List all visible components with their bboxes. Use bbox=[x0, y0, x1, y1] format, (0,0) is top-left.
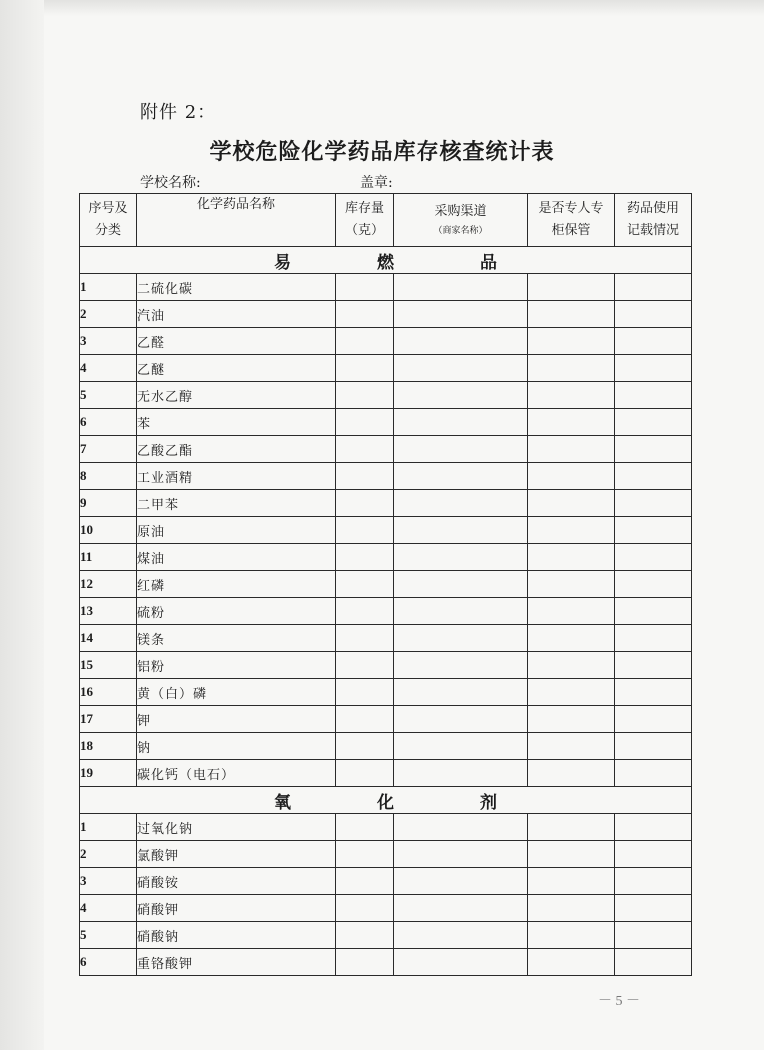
stock-cell bbox=[336, 517, 394, 544]
seal-label: 盖章: bbox=[360, 175, 393, 191]
section-title: 易燃品 bbox=[274, 252, 583, 273]
stock-cell bbox=[336, 814, 394, 841]
dedicated-cell bbox=[528, 490, 615, 517]
dedicated-cell bbox=[528, 301, 615, 328]
usage-cell bbox=[615, 544, 692, 571]
chemical-name: 铝粉 bbox=[137, 652, 336, 679]
row-number: 2 bbox=[80, 841, 137, 868]
dedicated-cell bbox=[528, 517, 615, 544]
dedicated-cell bbox=[528, 733, 615, 760]
usage-cell bbox=[615, 679, 692, 706]
inventory-table bbox=[79, 193, 692, 976]
dedicated-cell bbox=[528, 409, 615, 436]
channel-cell bbox=[394, 679, 528, 706]
dedicated-cell bbox=[528, 868, 615, 895]
channel-cell bbox=[394, 733, 528, 760]
table-row bbox=[80, 922, 692, 949]
dedicated-cell bbox=[528, 571, 615, 598]
table-row bbox=[80, 625, 692, 652]
table-row bbox=[80, 355, 692, 382]
table-row bbox=[80, 463, 692, 490]
document-title: 学校危险化学药品库存核查统计表 bbox=[209, 139, 555, 165]
row-number: 4 bbox=[80, 355, 137, 382]
usage-cell bbox=[615, 274, 692, 301]
channel-cell bbox=[394, 625, 528, 652]
row-number: 18 bbox=[80, 733, 137, 760]
row-number: 6 bbox=[80, 949, 137, 976]
row-number: 13 bbox=[80, 598, 137, 625]
usage-cell bbox=[615, 868, 692, 895]
channel-cell bbox=[394, 868, 528, 895]
section-header-row bbox=[80, 247, 692, 274]
chemical-name: 乙醛 bbox=[137, 328, 336, 355]
chemical-name: 氯酸钾 bbox=[137, 841, 336, 868]
header-dedicated bbox=[528, 194, 615, 247]
stock-cell bbox=[336, 922, 394, 949]
usage-cell bbox=[615, 760, 692, 787]
header-seq-line2: 分类 bbox=[94, 223, 121, 238]
channel-cell bbox=[394, 841, 528, 868]
usage-cell bbox=[615, 436, 692, 463]
chemical-name: 钠 bbox=[137, 733, 336, 760]
usage-cell bbox=[615, 490, 692, 517]
header-channel-line1: 采购渠道 bbox=[434, 204, 487, 219]
header-usage-line2: 记载情况 bbox=[626, 223, 679, 238]
scan-top-band bbox=[44, 0, 764, 16]
usage-cell bbox=[615, 841, 692, 868]
header-channel bbox=[394, 194, 528, 247]
stock-cell bbox=[336, 895, 394, 922]
table-row bbox=[80, 328, 692, 355]
table-row bbox=[80, 517, 692, 544]
chemical-name: 乙醚 bbox=[137, 355, 336, 382]
header-stock-line2: （克） bbox=[344, 223, 384, 238]
chemical-name: 重铬酸钾 bbox=[137, 949, 336, 976]
table-row bbox=[80, 679, 692, 706]
dedicated-cell bbox=[528, 598, 615, 625]
usage-cell bbox=[615, 382, 692, 409]
channel-cell bbox=[394, 328, 528, 355]
chemical-name: 二硫化碳 bbox=[137, 274, 336, 301]
row-number: 9 bbox=[80, 490, 137, 517]
row-number: 5 bbox=[80, 382, 137, 409]
table-row bbox=[80, 652, 692, 679]
chemical-name: 乙酸乙酯 bbox=[137, 436, 336, 463]
stock-cell bbox=[336, 436, 394, 463]
chemical-name: 黄（白）磷 bbox=[137, 679, 336, 706]
usage-cell bbox=[615, 517, 692, 544]
dedicated-cell bbox=[528, 922, 615, 949]
stock-cell bbox=[336, 679, 394, 706]
section-header-row bbox=[80, 787, 692, 814]
chemical-name: 二甲苯 bbox=[137, 490, 336, 517]
table-row bbox=[80, 490, 692, 517]
channel-cell bbox=[394, 490, 528, 517]
stock-cell bbox=[336, 949, 394, 976]
dedicated-cell bbox=[528, 436, 615, 463]
dedicated-cell bbox=[528, 355, 615, 382]
section-title-cell bbox=[80, 247, 692, 274]
row-number: 4 bbox=[80, 895, 137, 922]
channel-cell bbox=[394, 544, 528, 571]
chemical-name: 镁条 bbox=[137, 625, 336, 652]
stock-cell bbox=[336, 868, 394, 895]
stock-cell bbox=[336, 409, 394, 436]
dedicated-cell bbox=[528, 841, 615, 868]
row-number: 14 bbox=[80, 625, 137, 652]
row-number: 7 bbox=[80, 436, 137, 463]
channel-cell bbox=[394, 274, 528, 301]
stock-cell bbox=[336, 625, 394, 652]
chemical-name: 汽油 bbox=[137, 301, 336, 328]
row-number: 1 bbox=[80, 814, 137, 841]
usage-cell bbox=[615, 814, 692, 841]
stock-cell bbox=[336, 274, 394, 301]
usage-cell bbox=[615, 895, 692, 922]
table-row bbox=[80, 598, 692, 625]
section-title: 氧化剂 bbox=[274, 792, 583, 813]
header-seq bbox=[80, 194, 137, 247]
channel-cell bbox=[394, 517, 528, 544]
dedicated-cell bbox=[528, 814, 615, 841]
stock-cell bbox=[336, 706, 394, 733]
channel-cell bbox=[394, 949, 528, 976]
chemical-name: 原油 bbox=[137, 517, 336, 544]
table-row bbox=[80, 409, 692, 436]
table-row bbox=[80, 733, 692, 760]
table-header-row bbox=[80, 194, 692, 247]
table-row bbox=[80, 760, 692, 787]
usage-cell bbox=[615, 328, 692, 355]
header-channel-line2: （商家名称） bbox=[433, 226, 488, 236]
dedicated-cell bbox=[528, 382, 615, 409]
dedicated-cell bbox=[528, 652, 615, 679]
channel-cell bbox=[394, 760, 528, 787]
stock-cell bbox=[336, 598, 394, 625]
stock-cell bbox=[336, 571, 394, 598]
channel-cell bbox=[394, 382, 528, 409]
usage-cell bbox=[615, 706, 692, 733]
chemical-name: 过氧化钠 bbox=[137, 814, 336, 841]
stock-cell bbox=[336, 841, 394, 868]
dedicated-cell bbox=[528, 949, 615, 976]
header-dedicated-line2: 柜保管 bbox=[551, 223, 591, 238]
stock-cell bbox=[336, 652, 394, 679]
channel-cell bbox=[394, 652, 528, 679]
row-number: 19 bbox=[80, 760, 137, 787]
channel-cell bbox=[394, 814, 528, 841]
chemical-name: 硝酸钠 bbox=[137, 922, 336, 949]
stock-cell bbox=[336, 328, 394, 355]
table-row bbox=[80, 814, 692, 841]
table-row bbox=[80, 868, 692, 895]
chemical-name: 硝酸铵 bbox=[137, 868, 336, 895]
chemical-name: 钾 bbox=[137, 706, 336, 733]
row-number: 17 bbox=[80, 706, 137, 733]
channel-cell bbox=[394, 895, 528, 922]
usage-cell bbox=[615, 598, 692, 625]
header-stock-line1: 库存量 bbox=[344, 201, 384, 216]
stock-cell bbox=[336, 544, 394, 571]
channel-cell bbox=[394, 706, 528, 733]
chemical-name: 无水乙醇 bbox=[137, 382, 336, 409]
header-usage-line1: 药品使用 bbox=[626, 201, 679, 216]
row-number: 1 bbox=[80, 274, 137, 301]
usage-cell bbox=[615, 355, 692, 382]
channel-cell bbox=[394, 355, 528, 382]
usage-cell bbox=[615, 733, 692, 760]
row-number: 16 bbox=[80, 679, 137, 706]
channel-cell bbox=[394, 463, 528, 490]
chemical-name: 苯 bbox=[137, 409, 336, 436]
header-name bbox=[137, 194, 336, 247]
header-name-text: 化学药品名称 bbox=[196, 197, 275, 212]
table-row bbox=[80, 274, 692, 301]
row-number: 3 bbox=[80, 328, 137, 355]
usage-cell bbox=[615, 625, 692, 652]
table-row bbox=[80, 436, 692, 463]
header-stock bbox=[336, 194, 394, 247]
chemical-name: 硝酸钾 bbox=[137, 895, 336, 922]
table-row bbox=[80, 841, 692, 868]
dedicated-cell bbox=[528, 895, 615, 922]
row-number: 3 bbox=[80, 868, 137, 895]
row-number: 15 bbox=[80, 652, 137, 679]
stock-cell bbox=[336, 301, 394, 328]
table-row bbox=[80, 382, 692, 409]
stock-cell bbox=[336, 733, 394, 760]
row-number: 10 bbox=[80, 517, 137, 544]
row-number: 11 bbox=[80, 544, 137, 571]
stock-cell bbox=[336, 355, 394, 382]
channel-cell bbox=[394, 571, 528, 598]
dedicated-cell bbox=[528, 328, 615, 355]
row-number: 8 bbox=[80, 463, 137, 490]
row-number: 6 bbox=[80, 409, 137, 436]
usage-cell bbox=[615, 652, 692, 679]
chemical-name: 煤油 bbox=[137, 544, 336, 571]
attachment-label: 附件 2： bbox=[140, 102, 217, 123]
table-row bbox=[80, 706, 692, 733]
table-row bbox=[80, 571, 692, 598]
channel-cell bbox=[394, 922, 528, 949]
chemical-name: 硫粉 bbox=[137, 598, 336, 625]
page-number: － 5 － bbox=[598, 994, 640, 1009]
table-row bbox=[80, 301, 692, 328]
table-row bbox=[80, 949, 692, 976]
chemical-name: 红磷 bbox=[137, 571, 336, 598]
channel-cell bbox=[394, 301, 528, 328]
dedicated-cell bbox=[528, 274, 615, 301]
usage-cell bbox=[615, 301, 692, 328]
table-row bbox=[80, 895, 692, 922]
row-number: 12 bbox=[80, 571, 137, 598]
usage-cell bbox=[615, 463, 692, 490]
stock-cell bbox=[336, 490, 394, 517]
dedicated-cell bbox=[528, 463, 615, 490]
school-name-label: 学校名称: bbox=[140, 175, 201, 191]
channel-cell bbox=[394, 436, 528, 463]
row-number: 2 bbox=[80, 301, 137, 328]
stock-cell bbox=[336, 463, 394, 490]
channel-cell bbox=[394, 598, 528, 625]
usage-cell bbox=[615, 571, 692, 598]
table-body bbox=[80, 247, 692, 976]
chemical-name: 工业酒精 bbox=[137, 463, 336, 490]
header-dedicated-line1: 是否专人专 bbox=[538, 201, 604, 216]
usage-cell bbox=[615, 949, 692, 976]
header-usage bbox=[615, 194, 692, 247]
stock-cell bbox=[336, 382, 394, 409]
dedicated-cell bbox=[528, 760, 615, 787]
stock-cell bbox=[336, 760, 394, 787]
usage-cell bbox=[615, 409, 692, 436]
section-title-cell bbox=[80, 787, 692, 814]
channel-cell bbox=[394, 409, 528, 436]
table-row bbox=[80, 544, 692, 571]
dedicated-cell bbox=[528, 679, 615, 706]
usage-cell bbox=[615, 922, 692, 949]
row-number: 5 bbox=[80, 922, 137, 949]
dedicated-cell bbox=[528, 544, 615, 571]
header-seq-line1: 序号及 bbox=[88, 201, 128, 216]
dedicated-cell bbox=[528, 625, 615, 652]
chemical-name: 碳化钙（电石） bbox=[137, 760, 336, 787]
dedicated-cell bbox=[528, 706, 615, 733]
